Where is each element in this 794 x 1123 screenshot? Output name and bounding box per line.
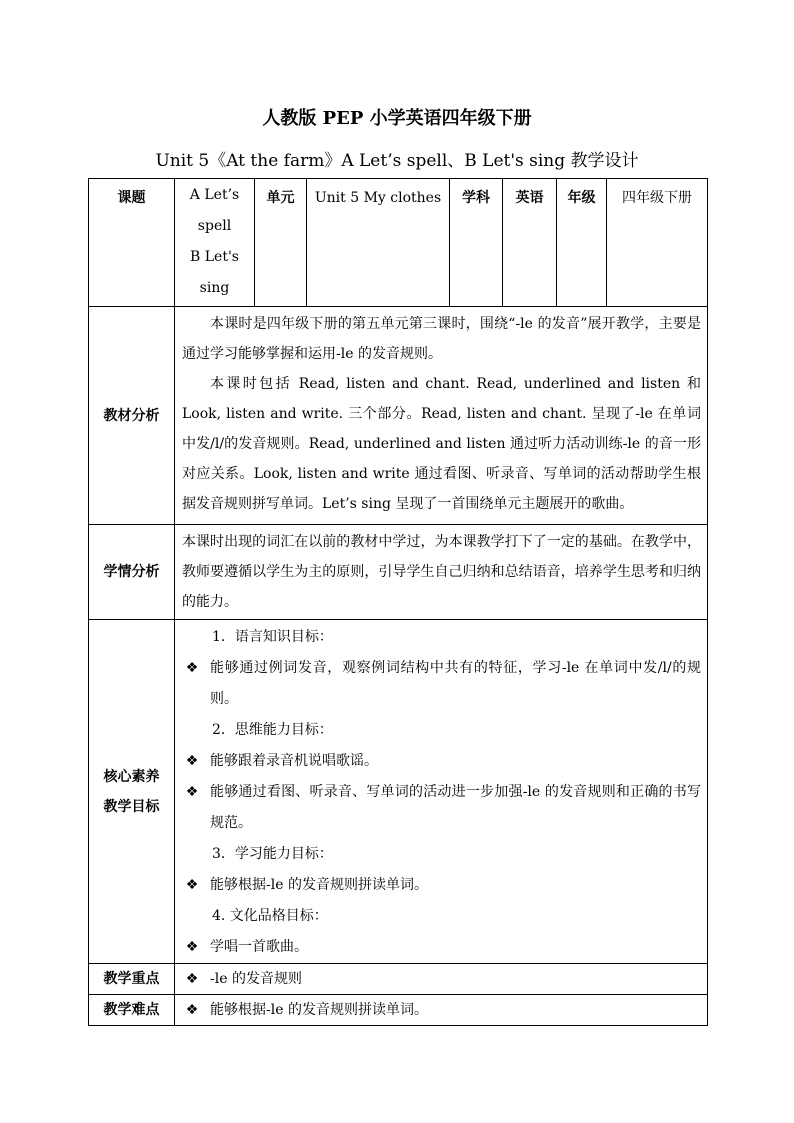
goals-label-line: 核心素养 [103,768,160,785]
goal-heading-1: 1．语言知识目标： [212,629,333,645]
goal-heading-3: 3．学习能力目标： [212,846,333,862]
goal-heading-2: 2．思维能力目标： [212,722,333,738]
diamond-bullet-icon: ❖ [185,1002,199,1018]
topic-line: B Let's [190,249,239,265]
topic-value [175,179,255,307]
textbook-analysis-para-2: 本课时包括 Read, listen and chant. Read, underlined and listen 和 Look, listen and write. 三个部分。Read, listen and chant. 呈现了-le 在单词中发/l/的发音规则。Read, underlined and listen 通过听力活动训练-le 的音一形对应关系。Look, listen and write 通过看图、听录音、写单词的活动帮助学生根据发音规则拼写单词。Let’s sing 呈现了一首围绕单元主题展开的歌曲。 [182,376,701,512]
page-title: 人教版 PEP 小学英语四年级下册 [262,108,532,129]
subject-label: 学科 [450,179,503,307]
page-subtitle: Unit 5《At the farm》A Let’s spell、B Let's sing 教学设计 [155,151,639,171]
goal-bullet-text: 能够通过看图、听录音、写单词的活动进一步加强-le 的发音规则和正确的书写规范。 [210,784,701,831]
topic-line: sing [199,280,230,296]
grade-value: 四年级下册 [607,179,708,307]
header-row [89,179,708,307]
key-point-content [175,964,708,995]
diamond-bullet-icon: ❖ [185,877,199,893]
key-point-label: 教学重点 [89,964,175,995]
goal-bullet-3 [182,777,701,839]
goal-bullet-2 [182,746,701,777]
difficulty-row [89,995,708,1026]
key-point-text: -le 的发音规则 [210,971,302,987]
learner-analysis-content: 本课时出现的词汇在以前的教材中学过，为本课教学打下了一定的基础。在教学中，教师要遵循以学生为主的原则，引导学生自己归纳和总结语音，培养学生思考和归纳的能力。 [175,525,708,620]
goal-bullet-text: 能够通过例词发音，观察例词结构中共有的特征，学习-le 在单词中发/l/的规则。 [210,660,701,707]
difficulty-label: 教学难点 [89,995,175,1026]
goal-bullet-text: 学唱一首歌曲。 [210,939,308,955]
topic-label: 课题 [89,179,175,307]
difficulty-text: 能够根据-le 的发音规则拼读单词。 [210,1002,428,1018]
textbook-analysis-row [89,307,708,525]
unit-label: 单元 [255,179,307,307]
subject-value: 英语 [503,179,557,307]
diamond-bullet-icon: ❖ [185,753,199,769]
goal-heading-4: 4. 文化品格目标： [212,908,328,924]
topic-line: A Let’s [189,187,240,203]
grade-label: 年级 [557,179,607,307]
lesson-plan-table [88,178,708,1026]
difficulty-content [175,995,708,1026]
diamond-bullet-icon: ❖ [185,660,199,676]
learner-analysis-label: 学情分析 [89,525,175,620]
goals-row [89,620,708,964]
goal-bullet-1 [182,653,701,715]
goals-label-line: 教学目标 [103,798,160,815]
goal-bullet-text: 能够根据-le 的发音规则拼读单词。 [210,877,428,893]
diamond-bullet-icon: ❖ [185,939,199,955]
goals-content [175,620,708,964]
goal-bullet-5 [182,932,701,963]
diamond-bullet-icon: ❖ [185,784,199,800]
textbook-analysis-label: 教材分析 [89,307,175,525]
topic-line: spell [197,218,232,234]
goal-bullet-4 [182,870,701,901]
goals-label [89,620,175,964]
goal-bullet-text: 能够跟着录音机说唱歌谣。 [210,753,378,769]
textbook-analysis-para-1: 本课时是四年级下册的第五单元第三课时，围绕“-le 的发音”展开教学，主要是通过学习能够掌握和运用-le 的发音规则。 [182,316,701,362]
key-point-row [89,964,708,995]
difficulty-bullet [182,997,701,1023]
key-point-bullet [182,966,701,992]
diamond-bullet-icon: ❖ [185,971,199,987]
unit-value: Unit 5 My clothes [307,179,450,307]
textbook-analysis-content [175,307,708,525]
learner-analysis-row [89,525,708,620]
